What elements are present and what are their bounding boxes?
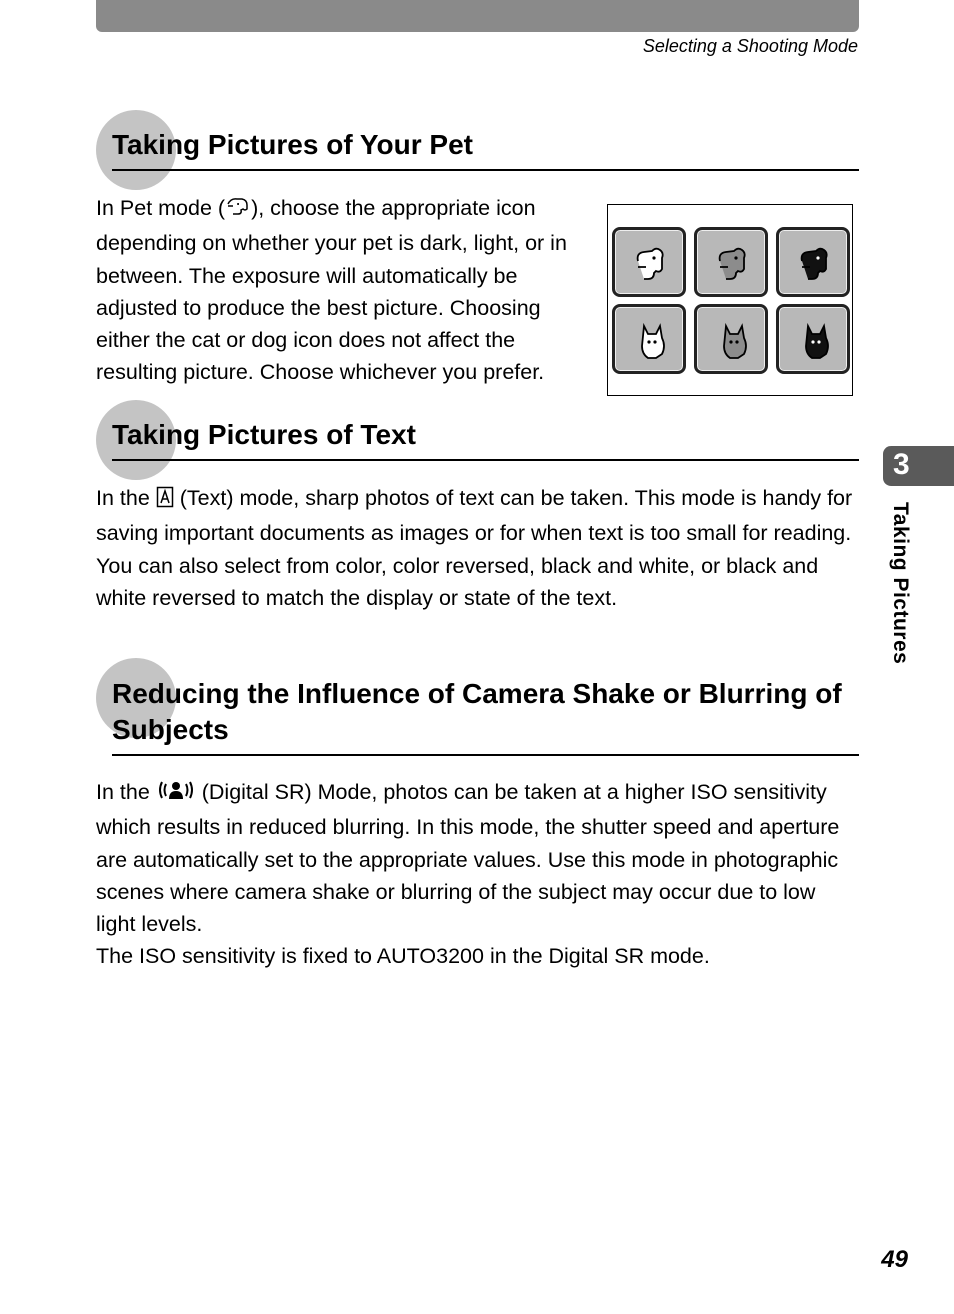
chapter-tab: [883, 446, 954, 486]
digital-sr-icon: [156, 778, 196, 811]
section-heading-text: [96, 400, 859, 480]
pet-tile[interactable]: [612, 227, 686, 297]
cat-light-icon: [632, 322, 672, 362]
cat-medium-icon: [714, 322, 754, 362]
pet-tile[interactable]: [694, 227, 768, 297]
cat-dark-icon: [796, 322, 836, 362]
section-body-text: In the (Text) mode, sharp photos of text can be taken. This mode is handy for saving important documents as images or for when text is too small for reading. You can also select from color, color reversed, black and white, or black and white reversed to match the display or state of the text.: [96, 486, 853, 610]
chapter-number: 3: [893, 448, 910, 481]
pet-icon-selector: [607, 204, 853, 396]
iso-note: The ISO sensitivity is fixed to AUTO3200 in the Digital SR mode.: [96, 944, 710, 969]
section-heading-shake: [96, 658, 859, 758]
heading-rule: [112, 459, 859, 461]
chapter-label: Taking Pictures: [889, 502, 912, 665]
pet-tile[interactable]: [612, 304, 686, 374]
section-title: Reducing the Influence of Camera Shake or Blurring of Subjects: [112, 678, 842, 745]
text-mode-icon: [156, 485, 174, 517]
dog-dark-icon: [796, 245, 836, 285]
pet-tile[interactable]: [776, 304, 850, 374]
section-body-shake: In the (Digital SR) Mode, photos can be taken at a higher ISO sensitivity which results in reduced blurring. In this mode, the shutter speed and aperture are automatically set to the appropriate values. Use this mode in photographic scenes where camera shake or blurring of the subject may occur due to low light levels. The ISO sensitivity is fixed to AUTO3200 in the Digital SR mode.: [96, 780, 840, 969]
section-body-pet: In Pet mode ( ), choose the appropriate icon depending on whether your pet is dark, light, or in between. The exposure will automatically be adjusted to produce the best picture. Choosing either the cat or dog icon does not affect the resulting picture. Choose whichever you prefer.: [96, 196, 567, 385]
section-title: Taking Pictures of Your Pet: [112, 129, 473, 160]
pet-mode-icon: [225, 195, 251, 227]
section-heading-pet: [96, 110, 859, 190]
page-number: 49: [881, 1246, 908, 1273]
heading-rule: [112, 169, 859, 171]
running-header: Selecting a Shooting Mode: [642, 36, 858, 56]
heading-rule: [112, 754, 859, 756]
dog-light-icon: [632, 245, 672, 285]
section-title: Taking Pictures of Text: [112, 419, 416, 450]
pet-tile[interactable]: [776, 227, 850, 297]
dog-medium-icon: [714, 245, 754, 285]
pet-tile[interactable]: [694, 304, 768, 374]
header-bar: [96, 0, 859, 32]
